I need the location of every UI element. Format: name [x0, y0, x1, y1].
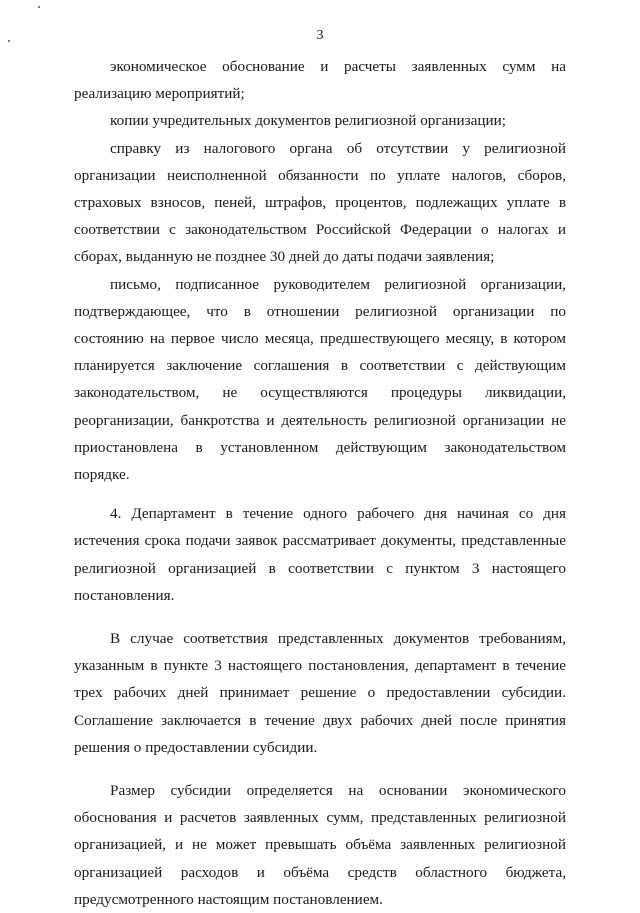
paragraph-tax-certificate: справку из налогового органа об отсутствии у религиозной организации неисполненной обязанности по уплате налогов, сборов, страховых взносов, пеней, штрафов, процентов, подлежащих уплате в соответствии с законодательством Российской Федерации о налогах и сборах, выданную не позднее 30 дней до даты подачи заявления; [74, 139, 566, 266]
paragraph-subsidy-amount: Размер субсидии определяется на основании экономического обоснования и расчетов заявленных сумм, представленных религиозной организацией, и не может превышать объёма заявленных религиозной организацией расходов и объёма средств областного бюджета, предусмотренного настоящим постановлением. [74, 782, 566, 908]
paragraph-head-letter: письмо, подписанное руководителем религиозной организации, подтверждающее, что в отношении религиозной организации по состоянию на первое число месяца, предшествующего месяцу, в котором планируется заключение соглашения в соответствии с действующим законодательством, не осуществляются процедуры ликвидации, реорганизации, банкротства и деятельность религиозной организации не приостановлена в установленном действующим законодательством порядке. [74, 275, 566, 484]
paragraph-compliance-decision: В случае соответствия представленных документов требованиям, указанным в пункте 3 настоящего постановления, департамент в течение трех рабочих дней принимает решение о предоставлении субсидии. Соглашение заключается в течение двух рабочих дней после принятия решения о предоставлении субсидии. [74, 630, 566, 756]
paragraph-clause-4: 4. Департамент в течение одного рабочего дня начиная со дня истечения срока подачи заявок рассматривает документы, представленные религиозной организацией в соответствии с пунктом 3 настоящего постановления. [74, 505, 566, 604]
page-number: 3 [316, 28, 324, 43]
document-body [74, 53, 566, 913]
paragraph-economic-justification: экономическое обоснование и расчеты заявленных сумм на реализацию мероприятий; [74, 58, 566, 103]
scan-speck [38, 6, 40, 8]
paragraph-founding-documents: копии учредительных документов религиозной организации; [110, 112, 506, 130]
